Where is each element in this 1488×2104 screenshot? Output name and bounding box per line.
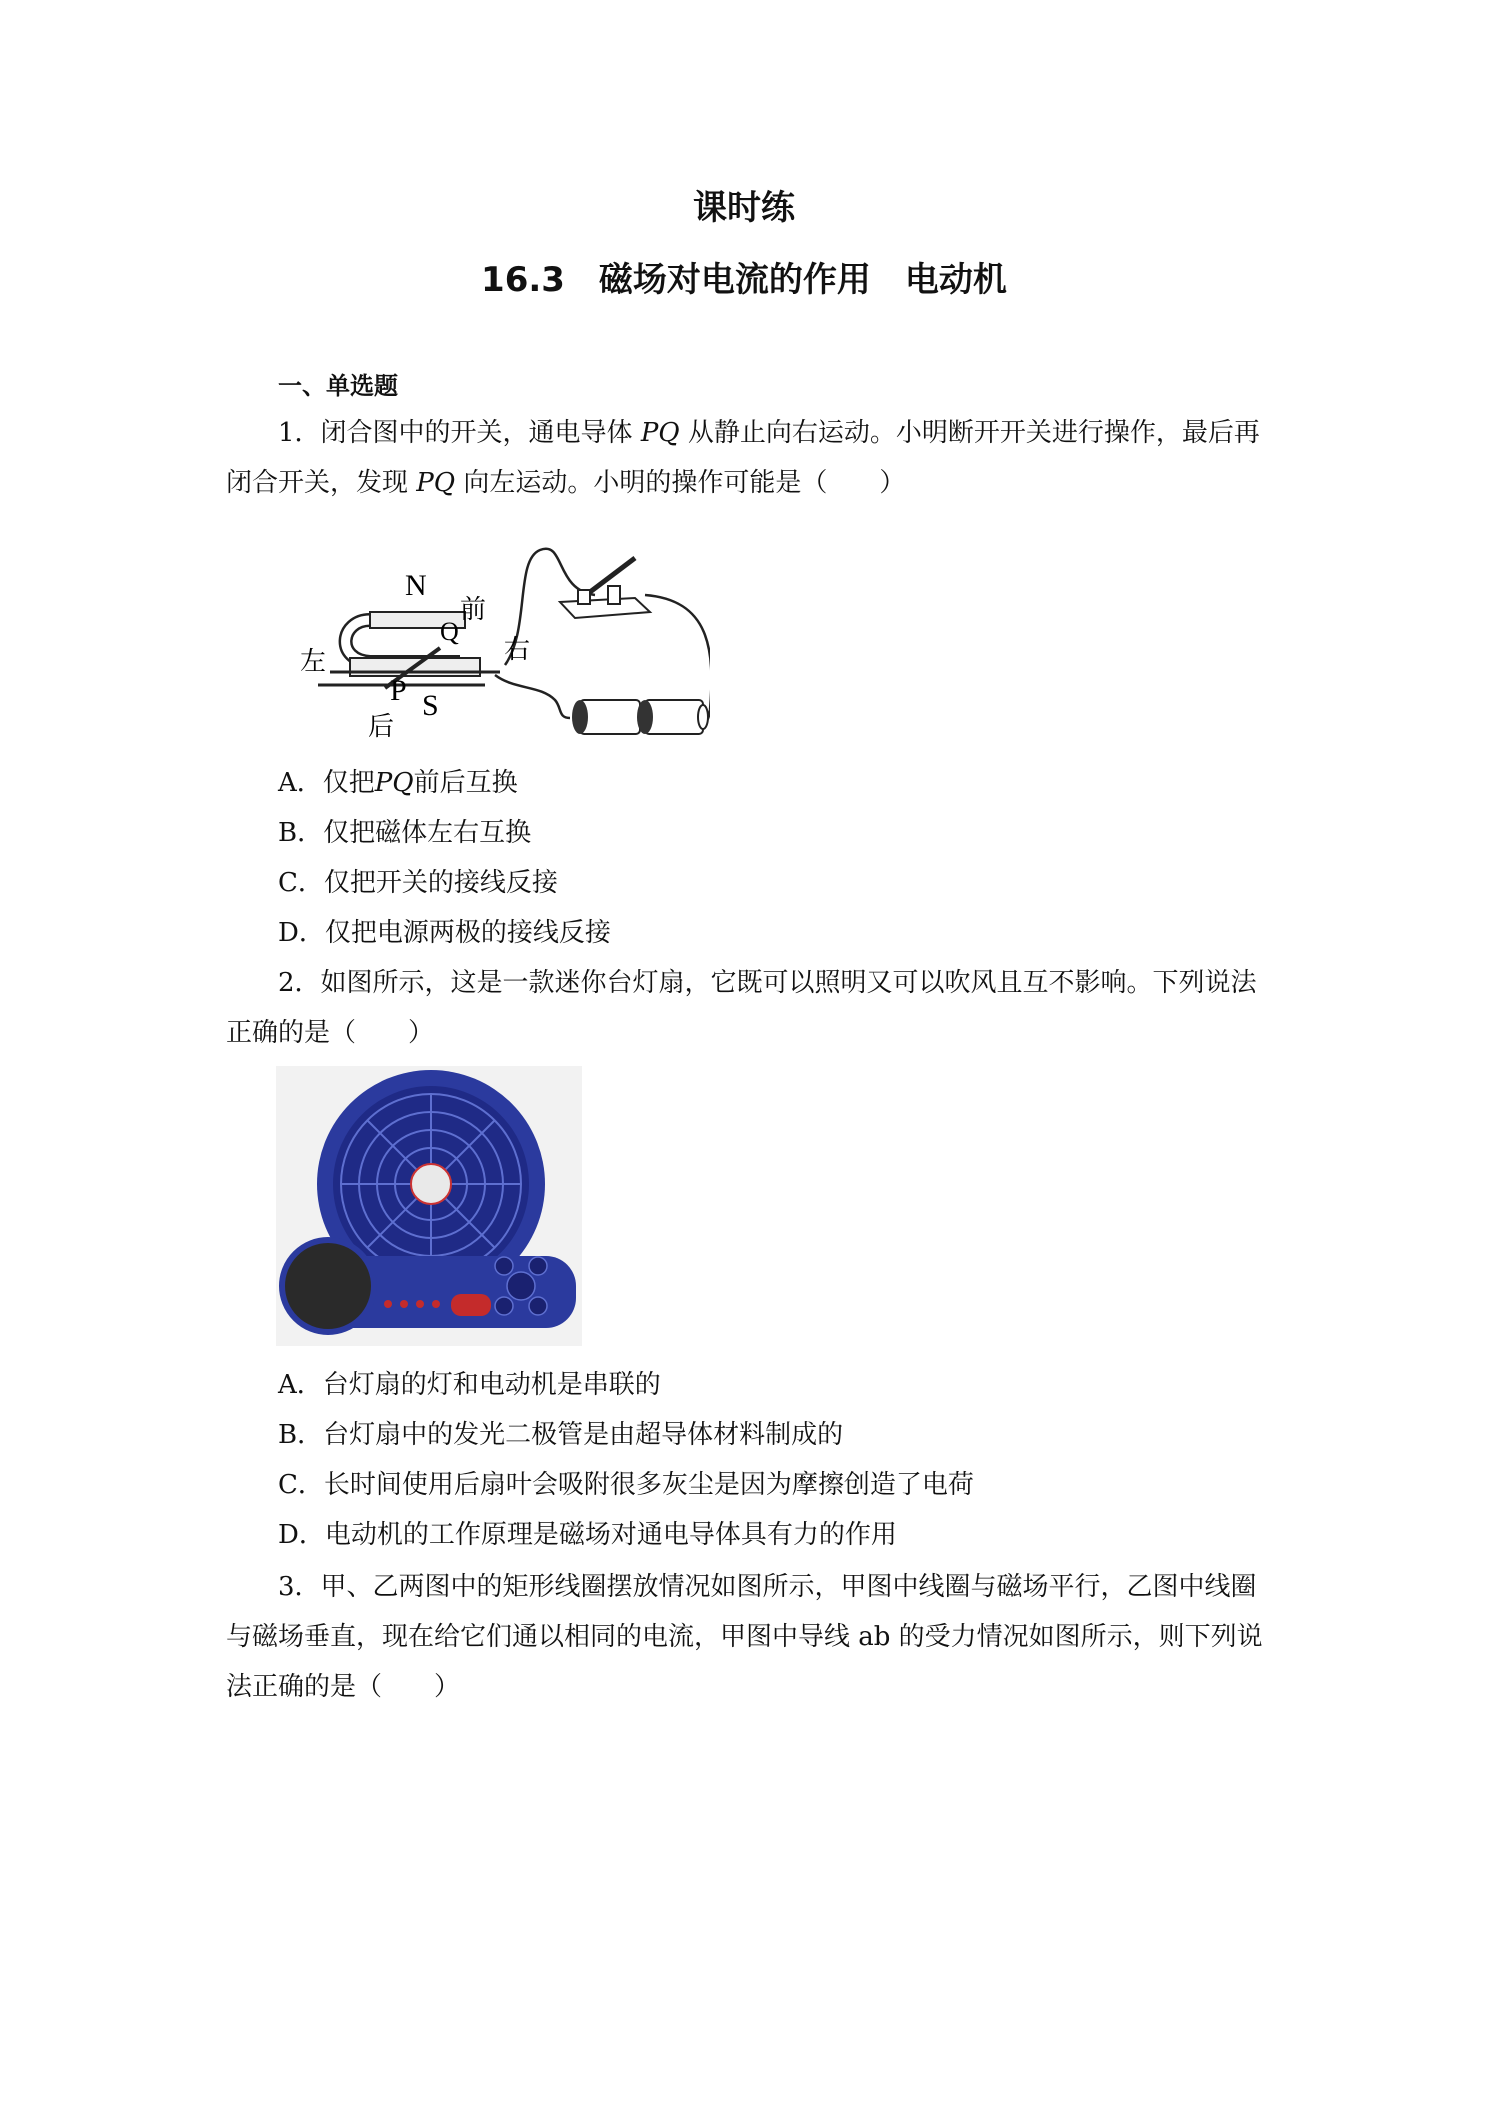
label-front: 前 [460,595,487,625]
label-p: P [390,674,407,707]
q2-option-a: A．台灯扇的灯和电动机是串联的 [278,1370,661,1400]
option-var: PQ [374,768,414,798]
label-s: S [422,689,439,722]
q1-option-d: D．仅把电源两极的接线反接 [278,918,611,948]
lesson-title: 16.3 磁场对电流的作用 电动机 [481,260,1007,300]
wire [495,675,570,718]
fan-hub [411,1164,451,1204]
q1-circuit-figure [290,540,710,760]
q1-text: 1．闭合图中的开关，通电导体 [278,418,633,448]
q1-option-c: C．仅把开关的接线反接 [278,868,558,898]
label-q: Q [440,617,459,646]
q2-option-d: D．电动机的工作原理是磁场对通电导体具有力的作用 [278,1520,897,1550]
label-left: 左 [300,647,327,677]
label-back: 后 [368,712,395,742]
q3-stem-line1: 3．甲、乙两图中的矩形线圈摆放情况如图所示，甲图中线圈与磁场平行，乙图中线圈 [278,1572,1257,1602]
label-right: 右 [504,635,531,665]
q1-text: 从静止向右运动。小明断开开关进行操作，最后再 [687,418,1260,448]
q2-option-b: B．台灯扇中的发光二极管是由超导体材料制成的 [278,1420,844,1450]
q1-option-a [278,768,518,798]
q2-option-c: C．长时间使用后扇叶会吸附很多灰尘是因为摩擦创造了电荷 [278,1470,974,1500]
section-heading: 一、单选题 [278,372,398,400]
q2-stem-line2: 正确的是（ ） [226,1018,435,1048]
fan-lamp-photo [276,1066,582,1346]
option-text: A．仅把 [278,768,375,798]
switch [560,558,650,618]
q1-stem-line1 [278,418,1260,448]
q3-stem-line3: 法正确的是（ ） [226,1672,461,1702]
battery [572,700,708,734]
q1-var: PQ [416,468,456,498]
q1-text: 向左运动。小明的操作可能是（ ） [463,468,906,498]
q1-text: 闭合开关，发现 [226,468,409,498]
q2-stem-line1: 2．如图所示，这是一款迷你台灯扇，它既可以照明又可以吹风且互不影响。下列说法 [278,968,1257,998]
power-button [451,1294,491,1316]
q3-stem-line2: 与磁场垂直，现在给它们通以相同的电流，甲图中导线 ab 的受力情况如图所示，则下列说 [226,1622,1263,1652]
q1-var: PQ [640,418,680,448]
q1-option-b: B．仅把磁体左右互换 [278,818,532,848]
option-text: 前后互换 [413,768,518,798]
q1-stem-line2 [226,468,905,498]
label-n: N [405,569,427,602]
page-title: 课时练 [693,188,795,228]
speaker [282,1240,374,1332]
